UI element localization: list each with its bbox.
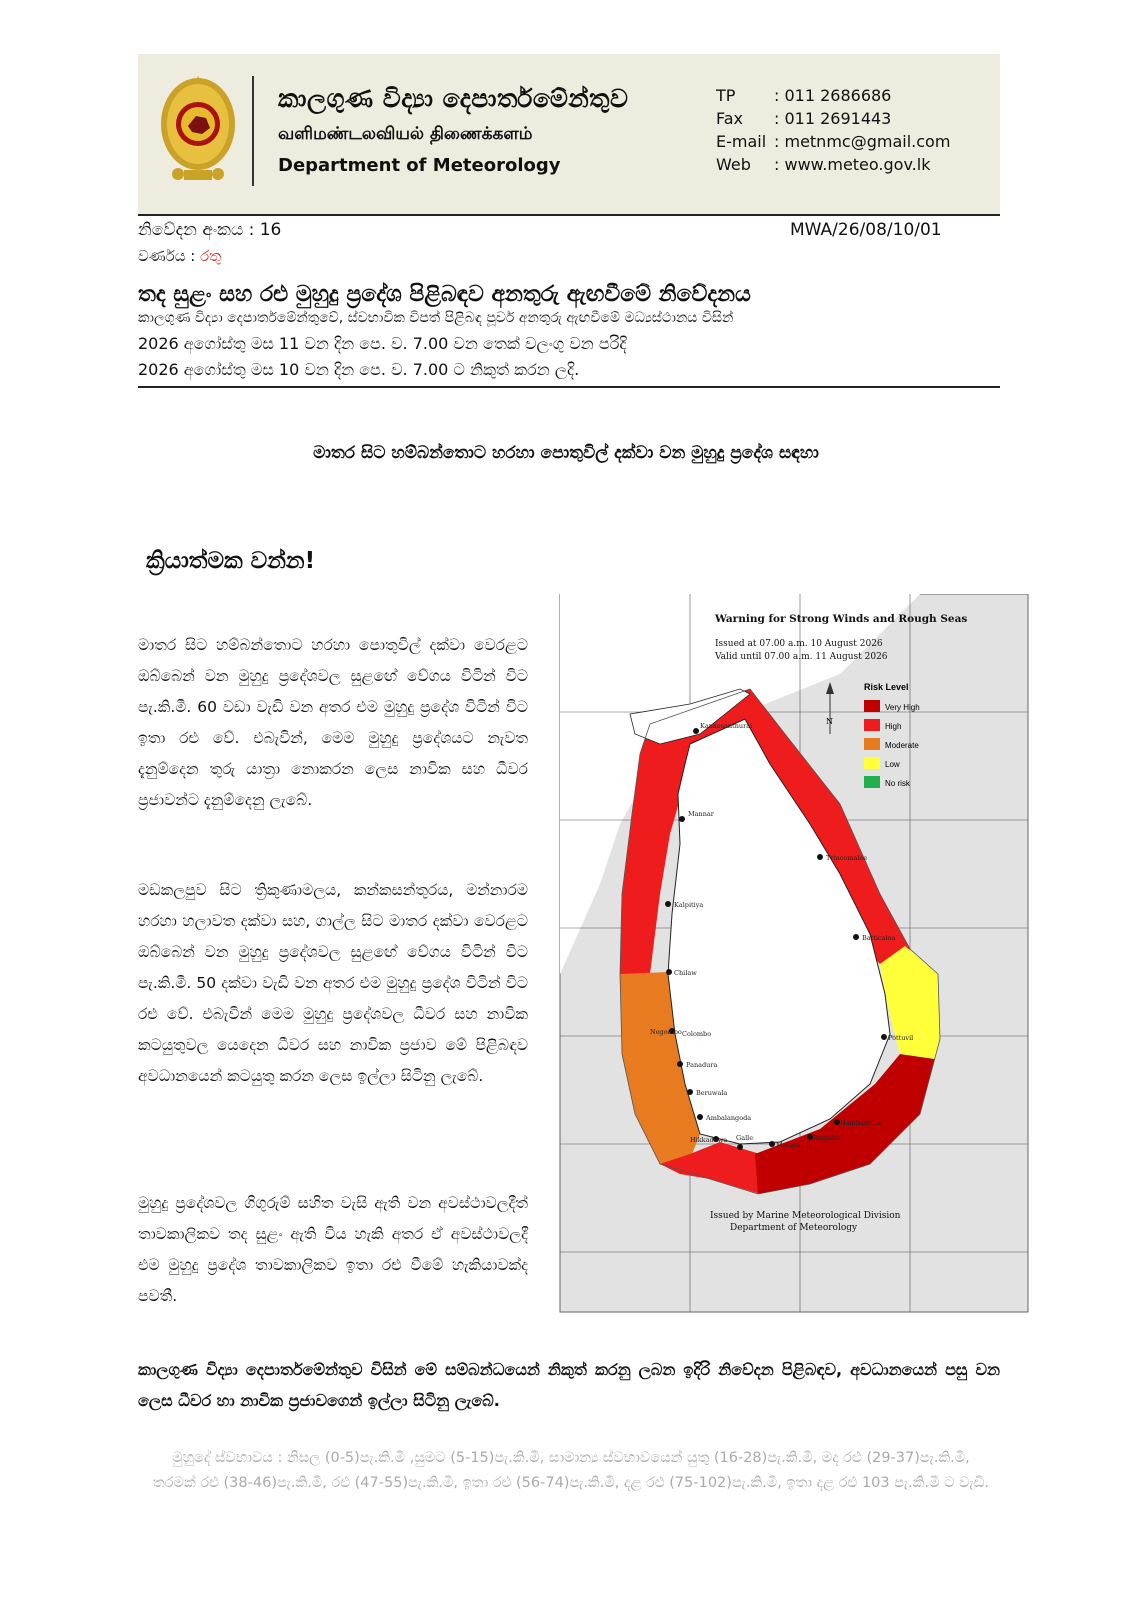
legend-swatch-very-high: [864, 700, 880, 712]
contact-email: [716, 130, 950, 153]
separator-line: [138, 214, 1000, 216]
map-credit-2: Department of Meteorology: [730, 1223, 858, 1233]
legend-label: Low: [885, 760, 900, 769]
place-label: Beruwala: [696, 1089, 728, 1097]
category-value: රතු: [200, 247, 222, 265]
map-credit-1: Issued by Marine Meteorological Division: [710, 1211, 901, 1221]
place-label: Negombo: [650, 1028, 682, 1036]
legend-label: Very High: [885, 703, 920, 712]
issued-line: 2026 අගෝස්තු මස 10 වන දින පෙ. ව. 7.00 ට නිකුත් කරන ලදි.: [138, 360, 580, 379]
contact-block: [716, 84, 950, 176]
issuer-line: කාලගුණ විද්‍යා දෙපාර්තමේන්තුවේ, ස්වභාවික විපත් පිළිබඳ පූර්ව අනතුරු ඇඟවීමේ මධ්‍යස්ථානය විසින්: [138, 310, 734, 326]
map-valid: Valid until 07.00 a.m. 11 August 2026: [715, 652, 888, 662]
paragraph-very-high: මාතර සිට හම්බන්තොට හරහා පොතුවිල් දක්වා වෙරළට ඔබ්බෙන් වන මුහුදු ප්‍රදේශවල සුළඟේ වේගය විටින් විට පැ.කි.මී. 60 වඩා වැඩි වන අතර එම මුහුදු ප්‍රදේශ විටින් විට ඉතා රළු වේ. එබැවින්, මෙම මුහුදු ප්‍රදේශයට නැවත දැනුම්දෙන තුරු යාත්‍රා නොකරන ලෙස නාවික සහ ධීවර ප්‍රජාවන්ට දැනුම්දෙනු ලැබේ.: [138, 636, 528, 809]
contact-tp: [716, 84, 950, 107]
notice-category: [138, 247, 221, 265]
north-label: N: [826, 717, 833, 726]
dept-name-english: Department of Meteorology: [278, 155, 561, 176]
legend-swatch-moderate: [864, 738, 880, 750]
place-label: Matara: [776, 1141, 801, 1149]
map-title: Warning for Strong Winds and Rough Seas: [715, 613, 968, 625]
place-label: Pottuvil: [888, 1034, 914, 1042]
contact-label: Web: [716, 155, 751, 174]
sea-state-footnote: මුහුදේ ස්වභාවය : නිසල (0-5)පැ.කි.මී ,සුමට (5-15)පැ.කි.මී, සාමාන්‍ය ස්වභාවයෙන් යුතු (16-28)පැ.කි.මී, මද රළු (29-37)පැ.කි.මී, තරමක් රළු (38-46)පැ.කි.මී, රළු (47-55)පැ.කි.මී, ඉතා රළු (56-74)පැ.කි.මී, දළ රළු (75-102)පැ.කි.මී, ඉතා දළ රළු 103 පැ.කි.මී ට වැඩි.: [153, 1450, 989, 1491]
place-label: Tangalle: [812, 1134, 840, 1142]
map-issued: Issued at 07.00 a.m. 10 August 2026: [715, 639, 883, 649]
contact-fax: [716, 107, 950, 130]
place-label: Mannar: [688, 810, 714, 818]
contact-label: TP: [716, 86, 736, 105]
contact-value[interactable]: : www.meteo.gov.lk: [774, 155, 931, 174]
place-label: Panadura: [686, 1061, 718, 1069]
contact-value: : 011 2686686: [774, 86, 892, 105]
final-paragraph: කාලගුණ විද්‍යා දෙපාර්තමේන්තුව විසින් මේ සම්බන්ධයෙන් නිකුත් කරනු ලබන ඉදිරි නිවේදන පිළිබඳව, අවධානයෙන් පසු වන ලෙස ධීවර හා නාවික ප්‍රජාවගෙන් ඉල්ලා සිටිනු ලැබේ.: [138, 1360, 1000, 1410]
place-label: Trincomalee: [826, 854, 868, 862]
legend-label: High: [885, 722, 902, 731]
place-label: Batticaloa: [862, 934, 896, 942]
place-label: Chilaw: [674, 969, 697, 977]
place-label: Galle: [736, 1134, 754, 1142]
legend-label: Moderate: [885, 741, 919, 750]
place-label: Ambalangoda: [706, 1114, 752, 1122]
national-emblem-icon: [158, 74, 238, 186]
category-label: වර්ණය :: [138, 247, 201, 265]
place-label: Hikkaduwa: [690, 1136, 728, 1144]
valid-line: 2026 අගෝස්තු මස 11 වන දින පෙ. ව. 7.00 වන තෙක් වලංගු වන පරිදි: [138, 334, 627, 353]
notice-title: තද සුළං සහ රළු මුහුදු ප්‍රදේශ පිළිබඳව අනතුරු ඇඟවීමේ නිවේදනය: [138, 282, 751, 307]
contact-label: E-mail: [716, 132, 767, 151]
legend-swatch-low: [864, 757, 880, 769]
area-heading: මාතර සිට හම්බන්තොට හරහා පොතුවිල් දක්වා වන මුහුදු ප්‍රදේශ සඳහා: [313, 443, 819, 463]
contact-label: Fax: [716, 109, 744, 128]
notice-number: නිවේදන අංකය : 16: [138, 220, 282, 240]
dept-name-tamil: வளிமண்டலவியல் திணைக்களம்: [278, 124, 533, 144]
legend-swatch-no-risk: [864, 776, 880, 788]
header-divider: [252, 76, 254, 186]
separator-line: [138, 386, 1000, 388]
legend-swatch-high: [864, 719, 880, 731]
place-label: Hambantota: [840, 1119, 881, 1127]
place-label: Kalpitiya: [674, 901, 704, 909]
contact-value[interactable]: : metnmc@gmail.com: [774, 132, 951, 151]
contact-value: : 011 2691443: [774, 109, 892, 128]
legend-label: No risk: [885, 779, 910, 788]
notice-reference: MWA/26/08/10/01: [790, 220, 942, 240]
action-heading: ක්‍රියාත්මක වන්න!: [146, 548, 316, 574]
place-label: Kankesanthurai: [700, 722, 753, 730]
paragraph-high: මඩකලපුව සිට ත්‍රිකුණාමලය, කන්කසන්තුරය, මන්නාරම හරහා හලාවත දක්වා සහ, ගාල්ල සිට මාතර දක්වා වෙරළට ඔබ්බෙන් වන මුහුදු ප්‍රදේශවල සුළඟේ වේගය විටින් විට පැ.කි.මී. 50 දක්වා වැඩි වන අතර එම මුහුදු ප්‍රදේශ විටින් විට රළු වේ. එබැවින් මෙම මුහුදු ප්‍රදේශවල ධීවර සහ නාවික කටයුතුවල යෙදෙන ධීවර සහ නාවික ප්‍රජාව මේ පිළිබඳව අවධානයෙන් කටයුතු කරන ලෙස ඉල්ලා සිටිනු ලැබේ.: [138, 881, 528, 1085]
dept-name-sinhala: කාලගුණ විද්‍යා දෙපාර්තමේන්තුව: [278, 84, 629, 113]
legend-title: Risk Level: [864, 682, 909, 692]
place-label: Colombo: [682, 1030, 712, 1038]
warning-map: [540, 594, 1050, 1334]
contact-web: [716, 153, 950, 176]
paragraph-thunder: මුහුදු ප්‍රදේශවල ගිගුරුම් සහිත වැසි ඇති වන අවස්ථාවලදීත් තාවකාලිකව තද සුළං ඇති විය හැකි අතර ඒ අවස්ථාවලදී එම මුහුදු ප්‍රදේශ තාවකාලිකව ඉතා රළු වීමේ හැකියාවක්ද පවතී.: [138, 1194, 528, 1305]
